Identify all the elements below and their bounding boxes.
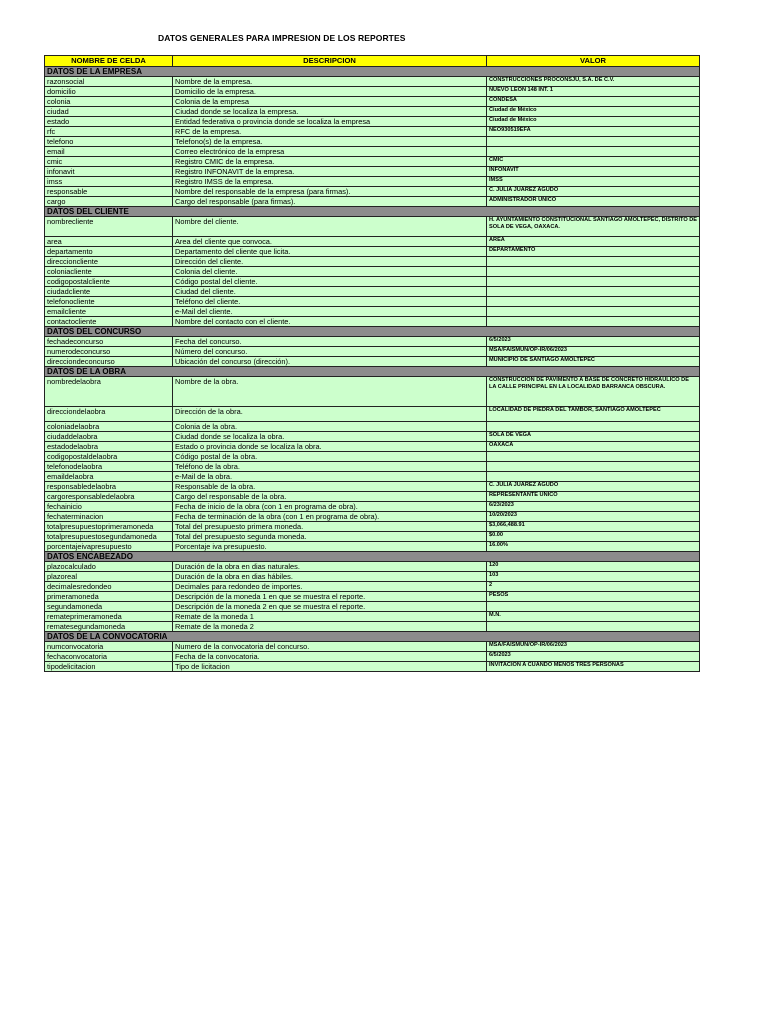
table-row xyxy=(45,117,700,127)
table-row xyxy=(45,217,700,237)
table-row xyxy=(45,357,700,367)
cell-description: Colonia de la empresa xyxy=(173,97,487,107)
section-label: DATOS DEL CLIENTE xyxy=(45,207,700,217)
cell-value xyxy=(487,317,700,327)
cell-description: Correo electrónico de la empresa xyxy=(173,147,487,157)
cell-value: MUNICIPIO DE SANTIAGO AMOLTEPEC xyxy=(487,357,700,367)
cell-name: emaildelaobra xyxy=(45,472,173,482)
document-title: DATOS GENERALES PARA IMPRESION DE LOS REPORTES xyxy=(158,33,406,43)
cell-name: estado xyxy=(45,117,173,127)
section-row xyxy=(45,367,700,377)
cell-value: SOLA DE VEGA xyxy=(487,432,700,442)
table-row xyxy=(45,347,700,357)
cell-description: Numero de la convocatoria del concurso. xyxy=(173,642,487,652)
cell-description: Colonia del cliente. xyxy=(173,267,487,277)
table-row xyxy=(45,472,700,482)
table-body xyxy=(45,67,700,672)
cell-value xyxy=(487,307,700,317)
cell-value: LOCALIDAD DE PIEDRA DEL TAMBOR, SANTIAGO AMOLTEPEC xyxy=(487,407,700,422)
cell-value: 16.00% xyxy=(487,542,700,552)
table-row xyxy=(45,652,700,662)
cell-name: departamento xyxy=(45,247,173,257)
cell-value: 103 xyxy=(487,572,700,582)
cell-value: M.N. xyxy=(487,612,700,622)
cell-description: Registro IMSS de la empresa. xyxy=(173,177,487,187)
cell-value: ADMINISTRADOR UNICO xyxy=(487,197,700,207)
table-row xyxy=(45,257,700,267)
cell-value: C. JULIA JUAREZ AGUDO xyxy=(487,187,700,197)
cell-name: colonia xyxy=(45,97,173,107)
cell-value xyxy=(487,137,700,147)
cell-value: CMIC xyxy=(487,157,700,167)
table-row xyxy=(45,642,700,652)
cell-name: decimalesredondeo xyxy=(45,582,173,592)
section-label: DATOS DE LA OBRA xyxy=(45,367,700,377)
table-row xyxy=(45,512,700,522)
cell-name: plazoreal xyxy=(45,572,173,582)
cell-name: nombredelaobra xyxy=(45,377,173,407)
cell-name: rfc xyxy=(45,127,173,137)
cell-description: Total del presupuesto segunda moneda. xyxy=(173,532,487,542)
cell-description: Departamento del cliente que licita. xyxy=(173,247,487,257)
cell-name: telefonocliente xyxy=(45,297,173,307)
cell-value xyxy=(487,602,700,612)
section-label: DATOS DE LA CONVOCATORIA xyxy=(45,632,700,642)
cell-value: C. JULIA JUAREZ AGUDO xyxy=(487,482,700,492)
cell-description: Area del cliente que convoca. xyxy=(173,237,487,247)
cell-value: MSA/FAISMUN/OP-IR/06/2023 xyxy=(487,642,700,652)
table-row xyxy=(45,97,700,107)
table-row xyxy=(45,407,700,422)
cell-value: CONSTRUCCIONES PROCONSJU, S.A. DE C.V. xyxy=(487,77,700,87)
cell-description: Nombre de la empresa. xyxy=(173,77,487,87)
cell-name: nombrecliente xyxy=(45,217,173,237)
table-row xyxy=(45,432,700,442)
table-row xyxy=(45,542,700,552)
cell-description: Responsable de la obra. xyxy=(173,482,487,492)
cell-description: Dirección de la obra. xyxy=(173,407,487,422)
cell-name: direcciondelaobra xyxy=(45,407,173,422)
header-nombre: NOMBRE DE CELDA xyxy=(45,56,173,67)
table-row xyxy=(45,297,700,307)
table-row xyxy=(45,572,700,582)
cell-name: numerodeconcurso xyxy=(45,347,173,357)
cell-description: Nombre del responsable de la empresa (para firmas). xyxy=(173,187,487,197)
table-row xyxy=(45,77,700,87)
cell-description: Nombre de la obra. xyxy=(173,377,487,407)
table-row xyxy=(45,197,700,207)
cell-description: Descripción de la moneda 1 en que se muestra el reporte. xyxy=(173,592,487,602)
cell-value xyxy=(487,622,700,632)
cell-description: Entidad federativa o provincia donde se localiza la empresa xyxy=(173,117,487,127)
cell-description: RFC de la empresa. xyxy=(173,127,487,137)
cell-value: INFONAVIT xyxy=(487,167,700,177)
table-row xyxy=(45,462,700,472)
cell-name: razonsocial xyxy=(45,77,173,87)
cell-description: Código postal del cliente. xyxy=(173,277,487,287)
cell-value: 10/20/2023 xyxy=(487,512,700,522)
cell-value: $3,066,488.91 xyxy=(487,522,700,532)
cell-value: MSA/FAISMUN/OP-IR/06/2023 xyxy=(487,347,700,357)
cell-name: tipodelicitacion xyxy=(45,662,173,672)
cell-name: cargo xyxy=(45,197,173,207)
cell-description: Nombre del contacto con el cliente. xyxy=(173,317,487,327)
cell-description: Ciudad donde se localiza la obra. xyxy=(173,432,487,442)
cell-name: remateprimeramoneda xyxy=(45,612,173,622)
header-row xyxy=(45,56,700,67)
table-row xyxy=(45,127,700,137)
section-row xyxy=(45,207,700,217)
cell-description: Decimales para redondeo de importes. xyxy=(173,582,487,592)
cell-name: codigopostaldelaobra xyxy=(45,452,173,462)
cell-value xyxy=(487,287,700,297)
cell-value xyxy=(487,472,700,482)
cell-name: direccioncliente xyxy=(45,257,173,267)
table-row xyxy=(45,317,700,327)
cell-value: AREA xyxy=(487,237,700,247)
cell-description: Registro INFONAVIT de la empresa. xyxy=(173,167,487,177)
cell-name: ciudadcliente xyxy=(45,287,173,297)
table-row xyxy=(45,337,700,347)
cell-value: 2 xyxy=(487,582,700,592)
cell-value xyxy=(487,297,700,307)
cell-name: primeramoneda xyxy=(45,592,173,602)
header-descripcion: DESCRIPCION xyxy=(173,56,487,67)
cell-value xyxy=(487,277,700,287)
cell-description: Duración de la obra en dias hábiles. xyxy=(173,572,487,582)
cell-description: Número del concurso. xyxy=(173,347,487,357)
cell-name: domicilio xyxy=(45,87,173,97)
cell-name: rematesegundamoneda xyxy=(45,622,173,632)
cell-name: cmic xyxy=(45,157,173,167)
table-row xyxy=(45,562,700,572)
table-row xyxy=(45,532,700,542)
table-row xyxy=(45,522,700,532)
table-row xyxy=(45,492,700,502)
cell-name: codigopostalcliente xyxy=(45,277,173,287)
table-row xyxy=(45,167,700,177)
table-row xyxy=(45,247,700,257)
cell-name: numconvocatoria xyxy=(45,642,173,652)
cell-description: Telefono(s) de la empresa. xyxy=(173,137,487,147)
section-row xyxy=(45,327,700,337)
cell-description: Estado o provincia donde se localiza la obra. xyxy=(173,442,487,452)
section-label: DATOS DEL CONCURSO xyxy=(45,327,700,337)
cell-description: Fecha de inicio de la obra (con 1 en programa de obra). xyxy=(173,502,487,512)
cell-name: estadodelaobra xyxy=(45,442,173,452)
cell-description: Registro CMIC de la empresa. xyxy=(173,157,487,167)
table-row xyxy=(45,307,700,317)
cell-name: ciudad xyxy=(45,107,173,117)
table-row xyxy=(45,662,700,672)
table-row xyxy=(45,422,700,432)
cell-name: email xyxy=(45,147,173,157)
cell-name: segundamoneda xyxy=(45,602,173,612)
cell-value: H. AYUNTAMIENTO CONSTITUCIONAL SANTIAGO AMOLTEPEC, DISTRITO DE SOLA DE VEGA, OAXACA. xyxy=(487,217,700,237)
cell-name: ciudaddelaobra xyxy=(45,432,173,442)
table-row xyxy=(45,107,700,117)
cell-value: IMSS xyxy=(487,177,700,187)
cell-value: CONSTRUCCION DE PAVIMENTO A BASE DE CONCRETO HIDRAULICO DE LA CALLE PRINCIPAL EN LA LOCALIDAD BARRANCA OBSCURA. xyxy=(487,377,700,407)
cell-name: totalpresupuestoprimeramoneda xyxy=(45,522,173,532)
table-row xyxy=(45,87,700,97)
table-row xyxy=(45,287,700,297)
cell-value: Ciudad de México xyxy=(487,107,700,117)
cell-description: Fecha de la convocatoria. xyxy=(173,652,487,662)
cell-value: PESOS xyxy=(487,592,700,602)
cell-name: fechainicio xyxy=(45,502,173,512)
cell-description: Ciudad donde se localiza la empresa. xyxy=(173,107,487,117)
cell-value xyxy=(487,267,700,277)
cell-name: coloniacliente xyxy=(45,267,173,277)
table-row xyxy=(45,377,700,407)
cell-description: Tipo de licitacion xyxy=(173,662,487,672)
cell-name: responsable xyxy=(45,187,173,197)
cell-value: REPRESENTANTE UNICO xyxy=(487,492,700,502)
cell-description: Porcentaje iva presupuesto. xyxy=(173,542,487,552)
cell-name: coloniadelaobra xyxy=(45,422,173,432)
table-row xyxy=(45,582,700,592)
cell-description: Nombre del cliente. xyxy=(173,217,487,237)
cell-name: area xyxy=(45,237,173,247)
table-row xyxy=(45,157,700,167)
cell-value: 6/23/2023 xyxy=(487,502,700,512)
cell-value: Ciudad de México xyxy=(487,117,700,127)
cell-value xyxy=(487,257,700,267)
table-row xyxy=(45,592,700,602)
cell-description: e-Mail de la obra. xyxy=(173,472,487,482)
cell-description: Cargo del responsable (para firmas). xyxy=(173,197,487,207)
table-row xyxy=(45,612,700,622)
cell-name: imss xyxy=(45,177,173,187)
cell-value: INVITACIÓN A CUANDO MENOS TRES PERSONAS xyxy=(487,662,700,672)
table-row xyxy=(45,147,700,157)
table-row xyxy=(45,267,700,277)
cell-description: Cargo del responsable de la obra. xyxy=(173,492,487,502)
cell-description: Remate de la moneda 1 xyxy=(173,612,487,622)
cell-name: contactocliente xyxy=(45,317,173,327)
cell-description: Teléfono de la obra. xyxy=(173,462,487,472)
cell-description: Total del presupuesto primera moneda. xyxy=(173,522,487,532)
section-label: DATOS DE LA EMPRESA xyxy=(45,67,700,77)
cell-value: 6/5/2023 xyxy=(487,337,700,347)
cell-value: NEO930519EFA xyxy=(487,127,700,137)
cell-name: telefonodelaobra xyxy=(45,462,173,472)
cell-description: Descripción de la moneda 2 en que se muestra el reporte. xyxy=(173,602,487,612)
cell-name: telefono xyxy=(45,137,173,147)
cell-description: Duración de la obra en dias naturales. xyxy=(173,562,487,572)
section-row xyxy=(45,552,700,562)
table-row xyxy=(45,277,700,287)
table-row xyxy=(45,452,700,462)
table-row xyxy=(45,177,700,187)
cell-value: CONDESA xyxy=(487,97,700,107)
cell-value xyxy=(487,452,700,462)
cell-value: 6/5/2023 xyxy=(487,652,700,662)
cell-name: porcentajeivapresupuesto xyxy=(45,542,173,552)
cell-value: $0.00 xyxy=(487,532,700,542)
cell-name: plazocalculado xyxy=(45,562,173,572)
cell-description: Teléfono del cliente. xyxy=(173,297,487,307)
cell-description: Fecha del concurso. xyxy=(173,337,487,347)
cell-name: fechadeconcurso xyxy=(45,337,173,347)
cell-name: fechaconvocatoria xyxy=(45,652,173,662)
data-table xyxy=(44,55,700,672)
cell-name: responsabledelaobra xyxy=(45,482,173,492)
section-label: DATOS ENCABEZADO xyxy=(45,552,700,562)
section-row xyxy=(45,67,700,77)
section-row xyxy=(45,632,700,642)
cell-name: infonavit xyxy=(45,167,173,177)
table-row xyxy=(45,482,700,492)
cell-value: NUEVO LEON 148 INT. 1 xyxy=(487,87,700,97)
cell-description: Código postal de la obra. xyxy=(173,452,487,462)
cell-description: e-Mail del cliente. xyxy=(173,307,487,317)
cell-value: OAXACA xyxy=(487,442,700,452)
cell-description: Colonia de la obra. xyxy=(173,422,487,432)
table-row xyxy=(45,137,700,147)
table-row xyxy=(45,187,700,197)
cell-description: Ubicación del concurso (dirección). xyxy=(173,357,487,367)
cell-value: DEPARTAMENTO xyxy=(487,247,700,257)
cell-value: 120 xyxy=(487,562,700,572)
cell-name: totalpresupuestosegundamoneda xyxy=(45,532,173,542)
cell-value xyxy=(487,147,700,157)
table-row xyxy=(45,442,700,452)
cell-name: cargoresponsabledelaobra xyxy=(45,492,173,502)
table-row xyxy=(45,622,700,632)
table-row xyxy=(45,602,700,612)
cell-name: emailcliente xyxy=(45,307,173,317)
cell-description: Ciudad del cliente. xyxy=(173,287,487,297)
table-row xyxy=(45,237,700,247)
cell-value xyxy=(487,462,700,472)
header-valor: VALOR xyxy=(487,56,700,67)
table-row xyxy=(45,502,700,512)
cell-description: Remate de la moneda 2 xyxy=(173,622,487,632)
cell-name: direcciondeconcurso xyxy=(45,357,173,367)
cell-value xyxy=(487,422,700,432)
cell-description: Dirección del cliente. xyxy=(173,257,487,267)
cell-description: Fecha de terminación de la obra (con 1 en programa de obra). xyxy=(173,512,487,522)
cell-description: Domicilio de la empresa. xyxy=(173,87,487,97)
cell-name: fechaterminacion xyxy=(45,512,173,522)
